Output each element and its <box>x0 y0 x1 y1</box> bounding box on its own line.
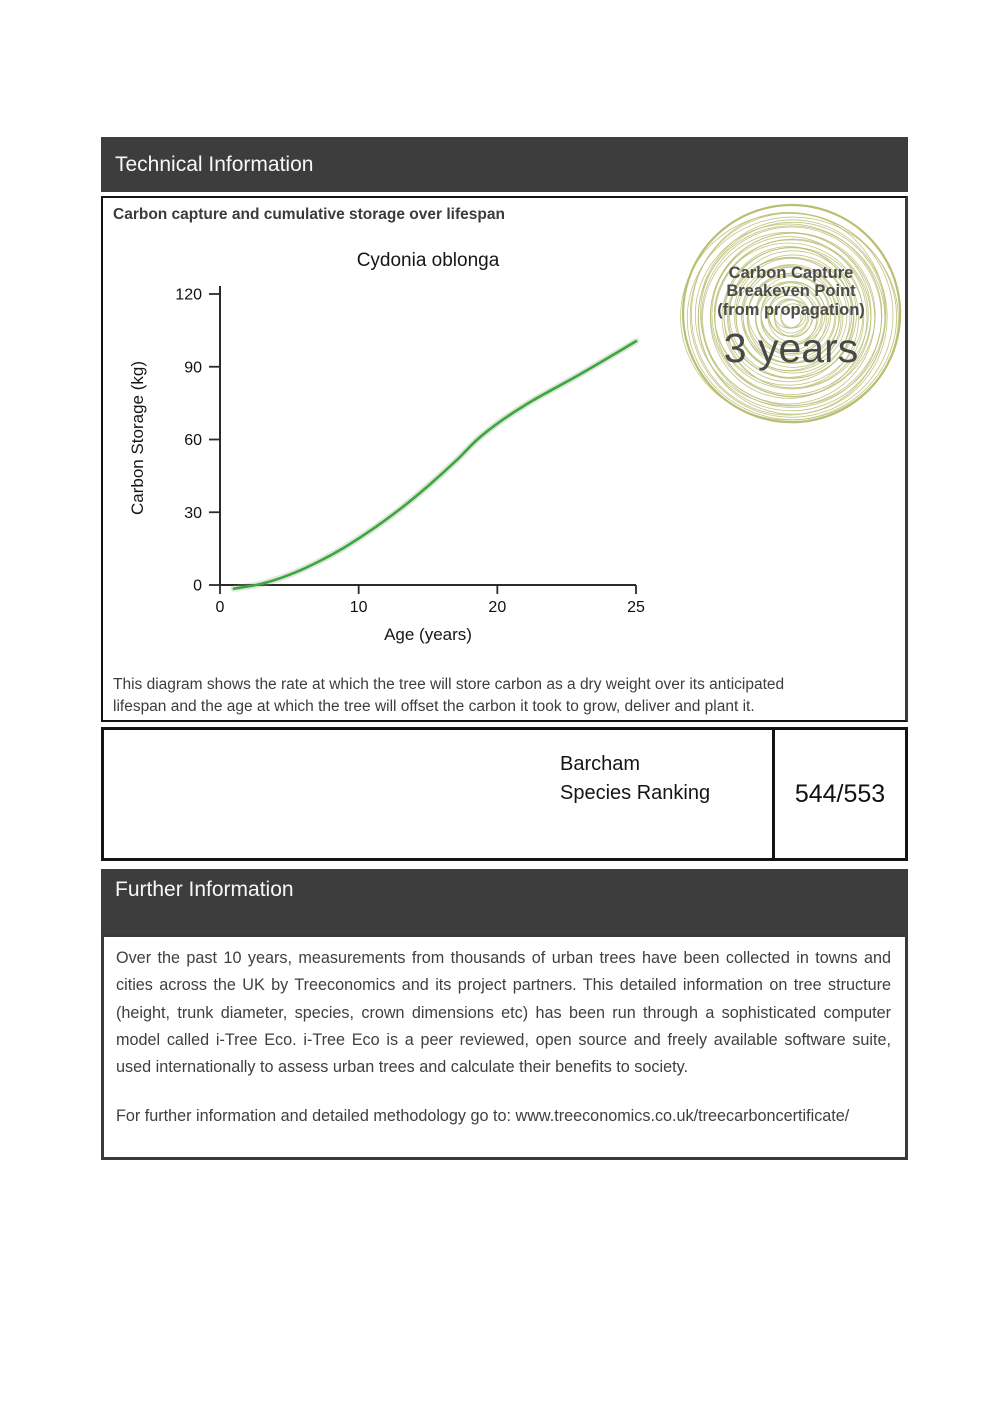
ranking-label-line2: Species Ranking <box>560 782 711 804</box>
badge-title-line1: Carbon Capture <box>728 263 854 282</box>
svg-text:30: 30 <box>184 504 202 522</box>
svg-text:Age (years): Age (years) <box>384 625 472 644</box>
chart-description-line1: This diagram shows the rate at which the tree will store carbon as a dry weight over its anticipated <box>113 676 785 693</box>
breakeven-badge <box>679 202 903 432</box>
breakeven-badge-text <box>679 202 903 432</box>
further-information-header <box>101 869 908 934</box>
ranking-label <box>104 730 775 858</box>
technical-information-header <box>101 137 908 192</box>
svg-text:25: 25 <box>627 599 645 616</box>
info-paragraph: Over the past 10 years, measurements from thousands of urban trees have been collected in towns and cities across the UK by Treeconomics and its project partners. This detailed information on tree structure (height, trunk diameter, species, crown dimensions etc) has been run through a sophisticated computer model called i-Tree Eco. i-Tree Eco is a peer reviewed, open source and freely available software suite, used internationally to assess urban trees and calculate their benefits to society. <box>116 949 891 1077</box>
chart-description-line2: lifespan and the age at which the tree will offset the carbon it took to grow, deliver and plant it. <box>113 697 755 715</box>
carbon-storage-chart <box>105 230 665 660</box>
species-ranking-section <box>101 727 908 861</box>
ranking-label-line1: Barcham <box>560 753 641 775</box>
svg-text:90: 90 <box>184 359 202 377</box>
technical-information-title: Technical Information <box>115 153 314 176</box>
breakeven-value: 3 years <box>723 325 859 372</box>
svg-text:10: 10 <box>349 599 368 616</box>
svg-text:0: 0 <box>215 599 225 616</box>
svg-text:20: 20 <box>488 599 507 616</box>
chart-description <box>113 674 895 717</box>
svg-text:Cydonia oblonga: Cydonia oblonga <box>356 250 500 271</box>
further-information-body <box>101 934 908 1160</box>
chart-section <box>101 196 908 722</box>
methodology-url: For further information and detailed methodology go to: www.treeconomics.co.uk/treecarboncertificate/ <box>116 1107 850 1126</box>
badge-title-line2: Breakeven Point <box>726 282 856 301</box>
svg-text:120: 120 <box>175 286 202 304</box>
svg-text:60: 60 <box>184 432 202 449</box>
badge-title-line3: (from propagation) <box>717 300 865 319</box>
svg-text:Carbon Storage (kg): Carbon Storage (kg) <box>128 360 147 516</box>
chart-section-heading: Carbon capture and cumulative storage over lifespan <box>113 206 505 223</box>
ranking-value: 544/553 <box>794 779 886 808</box>
svg-text:0: 0 <box>193 577 202 595</box>
further-information-title: Further Information <box>115 878 294 901</box>
